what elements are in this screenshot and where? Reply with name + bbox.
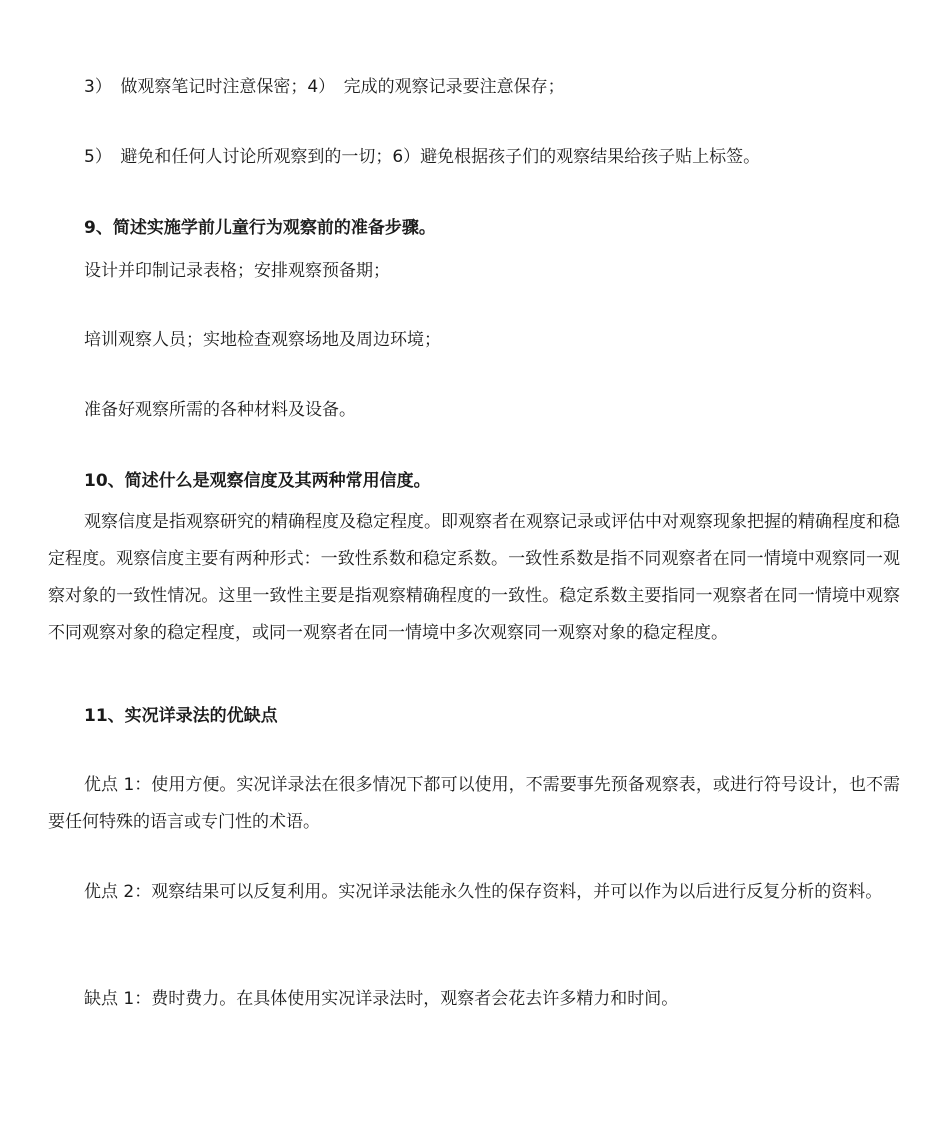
question-9-step-2: 培训观察人员；实地检查观察场地及周边环境； (84, 330, 441, 350)
advantage-1-paragraph: 优点 1：使用方便。实况详录法在很多情况下都可以使用，不需要事先预备观察表，或进行符号设计，也不需要任何特殊的语言或专门性的术语。 (48, 775, 900, 832)
question-9-step-3: 准备好观察所需的各种材料及设备。 (84, 400, 356, 420)
question-9-heading: 9、简述实施学前儿童行为观察前的准备步骤。 (84, 218, 436, 238)
disadvantage-1-paragraph: 缺点 1：费时费力。在具体使用实况详录法时，观察者会花去许多精力和时间。 (84, 989, 679, 1009)
question-10-heading: 10、简述什么是观察信度及其两种常用信度。 (84, 471, 431, 491)
advantage-2-paragraph: 优点 2：观察结果可以反复利用。实况详录法能永久性的保存资料，并可以作为以后进行反复分析的资料。 (84, 882, 883, 902)
question-10-answer: 观察信度是指观察研究的精确程度及稳定程度。即观察者在观察记录或评估中对观察现象把握的精确程度和稳定程度。观察信度主要有两种形式：一致性系数和稳定系数。一致性系数是指不同观察者在同一情境中观察同一观察对象的一致性情况。这里一致性主要是指观察精确程度的一致性。稳定系数主要指同一观察者在同一情境中观察不同观察对象的稳定程度，或同一观察者在同一情境中多次观察同一观察对象的稳定程度。 (48, 512, 900, 643)
list-item-5-6: 5） 避免和任何人讨论所观察到的一切；6）避免根据孩子们的观察结果给孩子贴上标签。 (84, 147, 761, 167)
question-11-heading: 11、实况详录法的优缺点 (84, 706, 278, 726)
question-9-step-1: 设计并印制记录表格；安排观察预备期； (84, 261, 390, 281)
list-item-3-4: 3） 做观察笔记时注意保密；4） 完成的观察记录要注意保存； (84, 77, 565, 97)
